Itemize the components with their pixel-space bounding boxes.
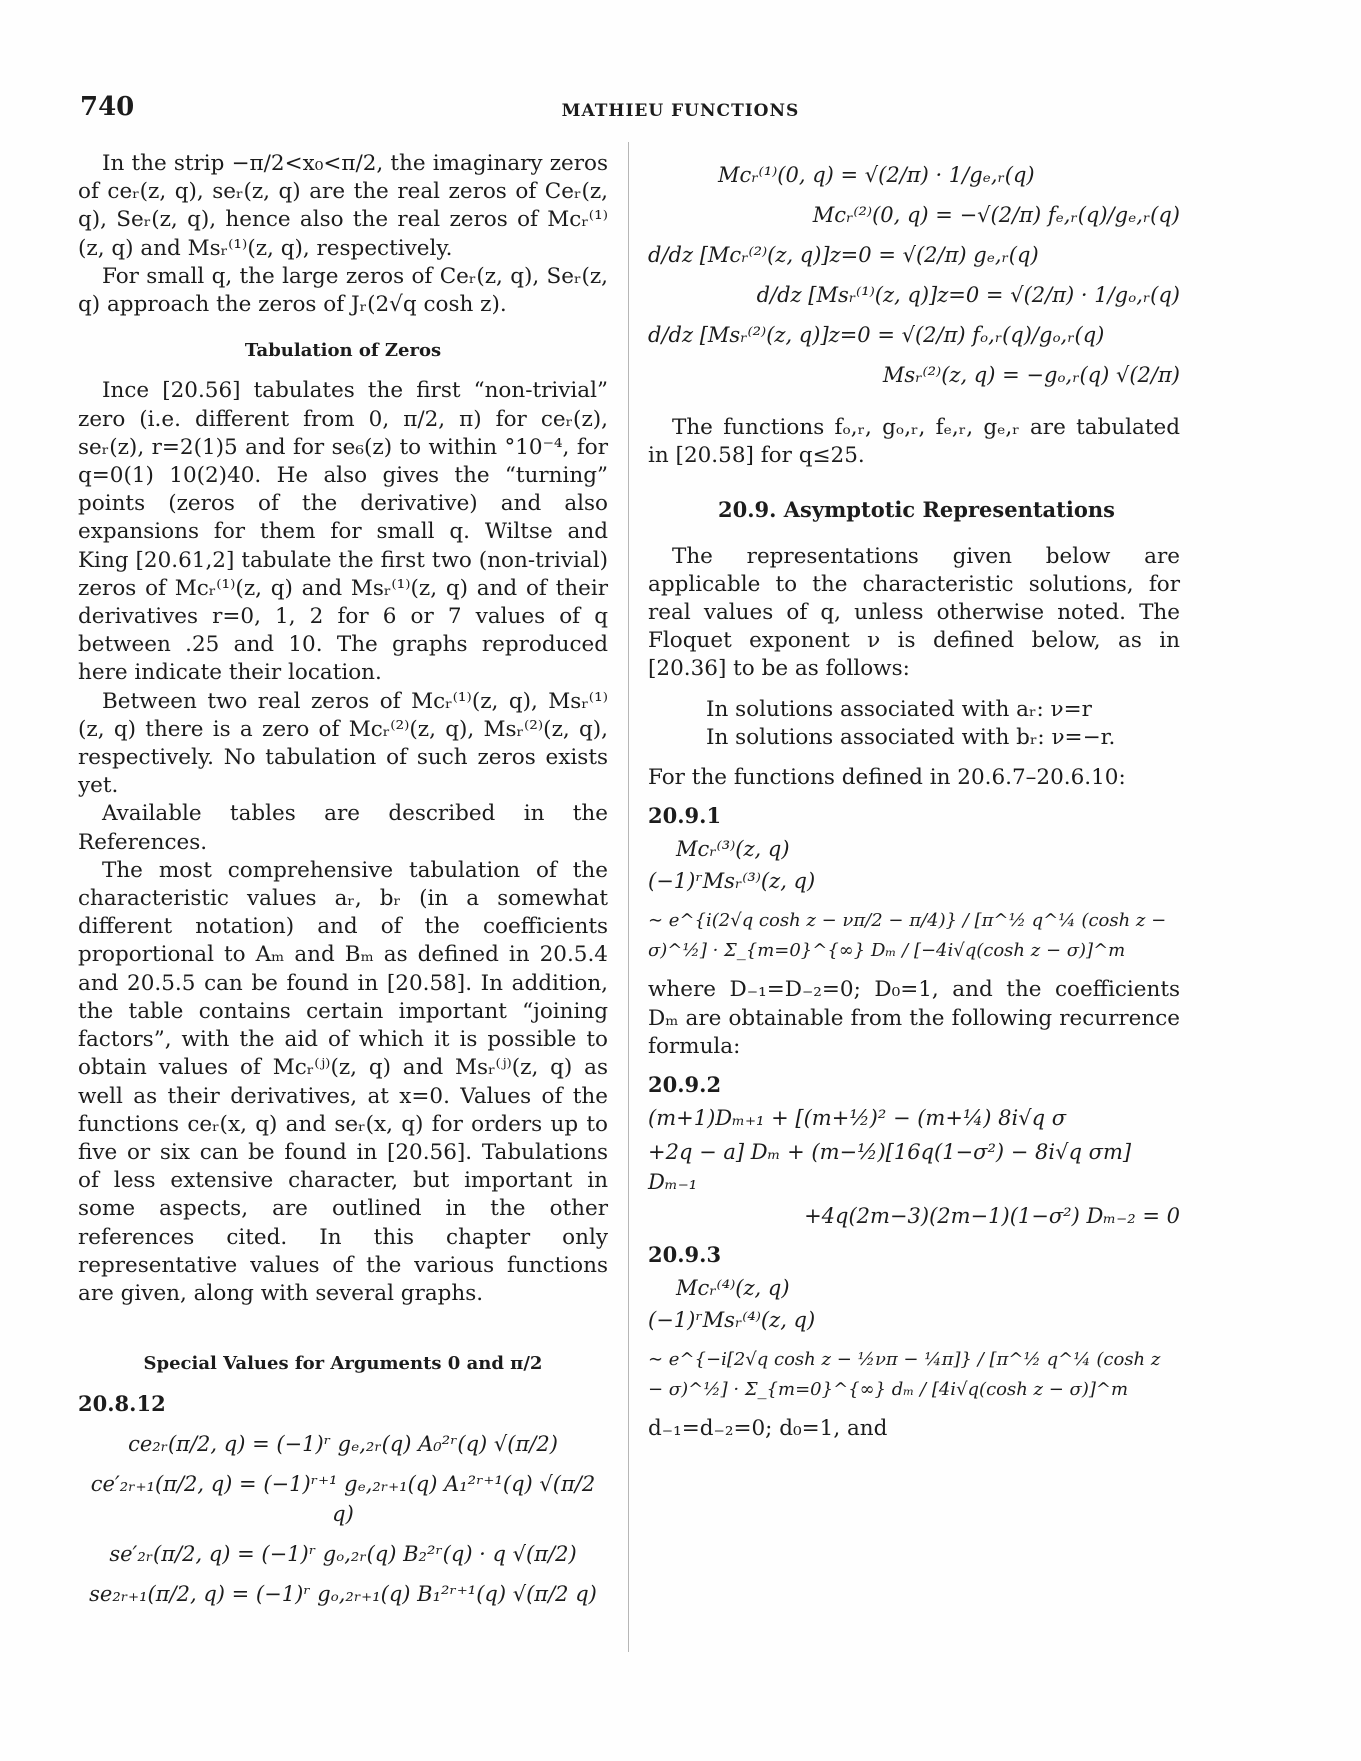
equation-recurrence-line-3: +4q(2m−3)(2m−1)(1−σ²) Dₘ₋₂ = 0 [804, 1204, 1180, 1229]
heading-special-values: Special Values for Arguments 0 and π/2 [143, 1353, 543, 1375]
equation-ms4: (−1)ʳMsᵣ⁽⁴⁾(z, q) [648, 1308, 816, 1333]
equation-ms2-derivative: d/dz [Msᵣ⁽²⁾(z, q)]z=0 = √(2/π) fₒ,ᵣ(q)/gₒ,ᵣ(q) [648, 323, 1105, 347]
equation-recurrence-line-1: (m+1)Dₘ₊₁ + [(m+½)² − (m+¼) 8i√q σ [648, 1106, 1067, 1131]
equation-asymptotic-4: ∼ e^{−i[2√q cosh z − ½νπ − ¼π]} / [π^½ q^¼ (cosh z − σ)^½] · Σ_{m=0}^{∞} dₘ / [4i√q(cosh z − σ)]^m [648, 1349, 1161, 1401]
paragraph-between-zeros: Between two real zeros of Mcᵣ⁽¹⁾(z, q), Msᵣ⁽¹⁾(z, q) there is a zero of Mcᵣ⁽²⁾(z, q), Msᵣ⁽²⁾(z, q), respectively. No tabulation of such zeros exists yet. [78, 688, 608, 799]
paragraph-functions-defined: For the functions defined in 20.6.7–20.6.10: [648, 765, 1126, 791]
paragraph-comprehensive-tabulation: The most comprehensive tabulation of the characteristic values aᵣ, bᵣ (in a somewhat different notation) and of the coefficients proportional to Aₘ and Bₘ as defined in 20.5.4 and 20.5.5 can be found in [20.58]. In addition, the table contains certain important “joining factors”, with the aid of which it is possible to obtain values of Mcᵣ⁽ʲ⁾(z, q) and Msᵣ⁽ʲ⁾(z, q) as well as their derivatives, at x=0. Values of the functions ceᵣ(x, q) and seᵣ(x, q) for orders up to five or six can be found in [20.56]. Tabulations of less extensive character, but important in some aspects, are outlined in the other references cited. In this chapter only representative values of the various functions are given, along with several graphs. [78, 857, 608, 1306]
equation-label-20-8-12: 20.8.12 [78, 1391, 166, 1417]
equation-mc3: Mcᵣ⁽³⁾(z, q) [676, 837, 790, 862]
equation-ms1-derivative: d/dz [Msᵣ⁽¹⁾(z, q)]z=0 = √(2/π) · 1/gₒ,ᵣ(q) [756, 283, 1180, 307]
section-title-asymptotic: 20.9. Asymptotic Representations [718, 497, 1115, 523]
right-column [648, 150, 1180, 1444]
equation-asymptotic-3: ∼ e^{i(2√q cosh z − νπ/2 − π/4)} / [π^½ q^¼ (cosh z − σ)^½] · Σ_{m=0}^{∞} Dₘ / [−4i√q(cosh z − σ)]^m [648, 910, 1167, 962]
equation-label-20-9-1: 20.9.1 [648, 803, 722, 829]
equation-ms3: (−1)ʳMsᵣ⁽³⁾(z, q) [648, 869, 816, 894]
paragraph-recurrence-intro: where D₋₁=D₋₂=0; D₀=1, and the coefficients Dₘ are obtainable from the following recurrence formula: [648, 977, 1180, 1059]
paragraph-functions-tabulated: The functions fₒ,ᵣ, gₒ,ᵣ, fₑ,ᵣ, gₑ,ᵣ are tabulated in [20.58] for q≤25. [648, 415, 1180, 469]
case-br: In solutions associated with bᵣ: ν=−r. [706, 724, 1116, 750]
left-column [78, 150, 608, 1619]
paragraph-d-coefficients: d₋₁=d₋₂=0; d₀=1, and [648, 1416, 888, 1442]
equation-mc2-at-zero: Mcᵣ⁽²⁾(0, q) = −√(2/π) fₑ,ᵣ(q)/gₑ,ᵣ(q) [812, 203, 1180, 227]
equation-mc1-at-zero: Mcᵣ⁽¹⁾(0, q) = √(2/π) · 1/gₑ,ᵣ(q) [718, 163, 1035, 187]
equation-ms2-value: Msᵣ⁽²⁾(z, q) = −gₒ,ᵣ(q) √(2/π) [882, 363, 1180, 387]
running-head: MATHIEU FUNCTIONS [561, 101, 800, 121]
paragraph-strip-zeros: In the strip −π/2<x₀<π/2, the imaginary zeros of ceᵣ(z, q), seᵣ(z, q) are the real zeros of Ceᵣ(z, q), Seᵣ(z, q), hence also the real zeros of Mcᵣ⁽¹⁾(z, q) and Msᵣ⁽¹⁾(z, q), respectively. [78, 151, 608, 261]
column-divider [628, 142, 629, 1652]
heading-tabulation-of-zeros: Tabulation of Zeros [244, 340, 442, 362]
equation-mc4: Mcᵣ⁽⁴⁾(z, q) [676, 1276, 790, 1301]
equation-ce-prime-2r1: ce′₂ᵣ₊₁(π/2, q) = (−1)ʳ⁺¹ gₑ,₂ᵣ₊₁(q) A₁²ʳ⁺¹(q) √(π/2 q) [90, 1471, 596, 1526]
equation-label-20-9-2: 20.9.2 [648, 1072, 722, 1098]
equation-mc2-derivative: d/dz [Mcᵣ⁽²⁾(z, q)]z=0 = √(2/π) gₑ,ᵣ(q) [648, 243, 1039, 267]
equation-se2r1: se₂ᵣ₊₁(π/2, q) = (−1)ʳ gₒ,₂ᵣ₊₁(q) B₁²ʳ⁺¹(q) √(π/2 q) [89, 1581, 597, 1606]
equation-se-prime-2r: se′₂ᵣ(π/2, q) = (−1)ʳ gₒ,₂ᵣ(q) B₂²ʳ(q) · q √(π/2) [109, 1541, 577, 1566]
page-number: 740 [80, 92, 135, 122]
case-ar: In solutions associated with aᵣ: ν=r [706, 696, 1092, 722]
paragraph-available-tables: Available tables are described in the References. [78, 801, 608, 855]
paragraph-ince-tabulation: Ince [20.56] tabulates the first “non-trivial” zero (i.e. different from 0, π/2, π) for ceᵣ(z), seᵣ(z), r=2(1)5 and for se₆(z) to within °10⁻⁴, for q=0(1) 10(2)40. He also gives the “turning” points (zeros of the derivative) and also expansions for them for small q. Wiltse and King [20.61,2] tabulate the first two (non-trivial) zeros of Mcᵣ⁽¹⁾(z, q) and Msᵣ⁽¹⁾(z, q) and of their derivatives r=0, 1, 2 for 6 or 7 values of q between .25 and 10. The graphs reproduced here indicate their location. [78, 378, 608, 686]
equation-label-20-9-3: 20.9.3 [648, 1242, 722, 1268]
paragraph-representations: The representations given below are applicable to the characteristic solutions, for real values of q, unless otherwise noted. The Floquet exponent ν is defined below, as in [20.36] to be as follows: [648, 543, 1180, 682]
equation-ce2r: ce₂ᵣ(π/2, q) = (−1)ʳ gₑ,₂ᵣ(q) A₀²ʳ(q) √(π/2) [128, 1431, 558, 1456]
equation-recurrence-line-2: +2q − a] Dₘ + (m−½)[16q(1−σ²) − 8i√q σm] Dₘ₋₁ [648, 1140, 1132, 1195]
floquet-cases [648, 696, 1180, 752]
paragraph-small-q: For small q, the large zeros of Ceᵣ(z, q), Seᵣ(z, q) approach the zeros of Jᵣ(2√q cosh z). [78, 263, 608, 318]
